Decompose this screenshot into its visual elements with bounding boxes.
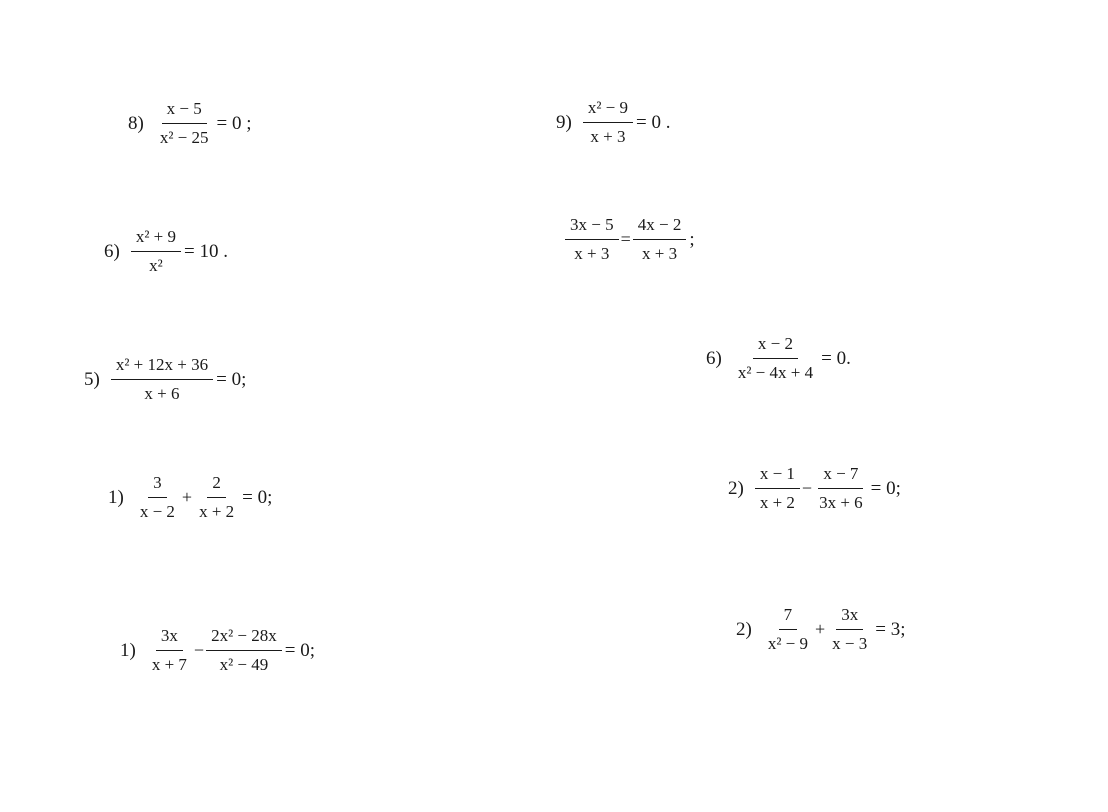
numerator: x² + 9 bbox=[131, 226, 181, 252]
equation-6b bbox=[706, 333, 851, 384]
equation-number: 2) bbox=[736, 618, 752, 640]
denominator: x + 6 bbox=[144, 384, 180, 403]
numerator: 3x bbox=[156, 625, 183, 651]
numerator: x − 5 bbox=[162, 98, 207, 124]
equation-unnumbered bbox=[564, 214, 695, 265]
numerator: x − 2 bbox=[753, 333, 798, 359]
numerator: x − 1 bbox=[755, 463, 800, 489]
fraction-right bbox=[206, 625, 282, 676]
operator: = bbox=[620, 229, 631, 249]
right-hand-side: = 0; bbox=[216, 368, 247, 390]
denominator: x + 3 bbox=[642, 244, 678, 263]
fraction bbox=[583, 97, 633, 148]
denominator: x² − 25 bbox=[159, 128, 209, 147]
right-hand-side: = 0 . bbox=[636, 111, 671, 133]
numerator: 2 bbox=[207, 472, 226, 498]
right-hand-side: = 0. bbox=[821, 347, 851, 369]
equation-1b bbox=[120, 625, 315, 676]
equation-number: 6) bbox=[104, 240, 120, 262]
denominator: x + 2 bbox=[759, 493, 795, 512]
right-hand-side: = 3; bbox=[875, 618, 906, 640]
fraction-left bbox=[755, 463, 800, 514]
equation-1a bbox=[108, 472, 272, 523]
fraction-right bbox=[827, 604, 872, 655]
denominator: x + 2 bbox=[199, 502, 235, 521]
equation-number: 5) bbox=[84, 368, 100, 390]
equation-number: 1) bbox=[108, 486, 124, 508]
operator: − bbox=[801, 478, 813, 498]
denominator: x − 2 bbox=[139, 502, 175, 521]
numerator: x − 7 bbox=[818, 463, 863, 489]
denominator: x² − 49 bbox=[219, 655, 269, 674]
right-hand-side: = 0; bbox=[870, 477, 901, 499]
denominator: x + 7 bbox=[151, 655, 187, 674]
equation-5 bbox=[84, 354, 246, 405]
equation-number: 2) bbox=[728, 477, 744, 499]
equation-number: 6) bbox=[706, 347, 722, 369]
equation-8 bbox=[128, 98, 252, 149]
fraction-right bbox=[194, 472, 239, 523]
operator: + bbox=[181, 487, 193, 507]
right-hand-side: = 10 . bbox=[184, 240, 228, 262]
numerator: 3x − 5 bbox=[565, 214, 619, 240]
equation-number: 1) bbox=[120, 639, 136, 661]
fraction bbox=[131, 226, 181, 277]
denominator: x² bbox=[149, 256, 163, 275]
denominator: x² − 9 bbox=[767, 634, 809, 653]
denominator: x − 3 bbox=[832, 634, 868, 653]
equation-6a bbox=[104, 226, 228, 277]
right-hand-side: ; bbox=[689, 228, 695, 250]
denominator: x + 3 bbox=[590, 127, 626, 146]
numerator: 3x bbox=[836, 604, 863, 630]
denominator: x² − 4x + 4 bbox=[737, 363, 814, 382]
right-hand-side: = 0 ; bbox=[216, 112, 252, 134]
numerator: 3 bbox=[148, 472, 167, 498]
equation-number: 9) bbox=[556, 111, 572, 133]
operator: + bbox=[815, 619, 826, 639]
fraction bbox=[733, 333, 818, 384]
right-hand-side: = 0; bbox=[242, 486, 273, 508]
denominator: 3x + 6 bbox=[819, 493, 863, 512]
fraction-left bbox=[135, 472, 180, 523]
fraction bbox=[111, 354, 213, 405]
numerator: 2x² − 28x bbox=[206, 625, 282, 651]
numerator: 7 bbox=[779, 604, 798, 630]
numerator: x² + 12x + 36 bbox=[111, 354, 213, 380]
fraction-left bbox=[763, 604, 813, 655]
equation-number: 8) bbox=[128, 112, 144, 134]
fraction-left bbox=[565, 214, 619, 265]
denominator: x + 3 bbox=[574, 244, 610, 263]
fraction bbox=[155, 98, 214, 149]
equation-9 bbox=[556, 97, 670, 148]
fraction-right bbox=[633, 214, 687, 265]
fraction-right bbox=[814, 463, 868, 514]
equation-2a bbox=[728, 463, 901, 514]
right-hand-side: = 0; bbox=[284, 639, 316, 661]
equation-2b bbox=[736, 604, 906, 655]
numerator: 4x − 2 bbox=[633, 214, 687, 240]
numerator: x² − 9 bbox=[583, 97, 633, 123]
fraction-left bbox=[147, 625, 192, 676]
operator: − bbox=[193, 640, 205, 660]
